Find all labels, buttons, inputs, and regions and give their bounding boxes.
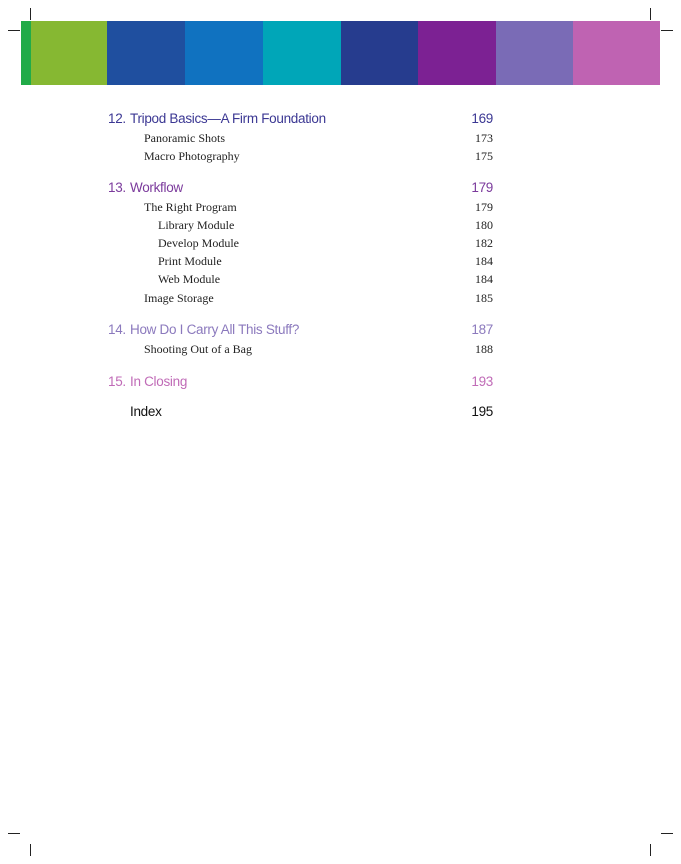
- crop-mark: [650, 844, 651, 856]
- section-title: Image Storage: [144, 291, 214, 305]
- color-swatch: [263, 21, 341, 85]
- page-number: 169: [471, 111, 493, 126]
- toc-subsection[interactable]: [0, 218, 681, 236]
- section-title: Macro Photography: [144, 149, 240, 163]
- toc-subsection[interactable]: [0, 254, 681, 272]
- color-swatch: [31, 21, 107, 85]
- page-number: 185: [475, 291, 493, 305]
- subsection-title: Develop Module: [158, 236, 239, 250]
- page-number: 180: [475, 218, 493, 232]
- index-title: Index: [130, 404, 162, 419]
- crop-mark: [661, 833, 673, 834]
- chapter-title: How Do I Carry All This Stuff?: [130, 322, 300, 337]
- toc-section[interactable]: [0, 131, 681, 149]
- subsection-title: Library Module: [158, 218, 235, 232]
- chapter-title: In Closing: [130, 374, 188, 389]
- toc-index[interactable]: [0, 404, 681, 422]
- toc-section[interactable]: [0, 200, 681, 218]
- chapter-title: Tripod Basics—A Firm Foundation: [130, 111, 326, 126]
- crop-mark: [661, 30, 673, 31]
- chapter-title: Workflow: [130, 180, 183, 195]
- toc-subsection[interactable]: [0, 236, 681, 254]
- color-swatch: [341, 21, 418, 85]
- color-swatch: [21, 21, 31, 85]
- crop-mark: [30, 8, 31, 20]
- toc-section[interactable]: [0, 149, 681, 167]
- toc-chapter-12[interactable]: [0, 111, 681, 129]
- chapter-number: 15.: [108, 374, 126, 389]
- color-swatch: [107, 21, 185, 85]
- chapter-number: 12.: [108, 111, 126, 126]
- toc-chapter-14[interactable]: [0, 322, 681, 340]
- crop-mark: [650, 8, 651, 20]
- page-number: 193: [471, 374, 493, 389]
- crop-mark: [8, 30, 20, 31]
- section-title: Shooting Out of a Bag: [144, 342, 252, 356]
- color-swatch: [418, 21, 496, 85]
- page-number: 184: [475, 254, 493, 268]
- section-title: The Right Program: [144, 200, 237, 214]
- color-band: [21, 21, 660, 85]
- page-number: 173: [475, 131, 493, 145]
- page-number: 182: [475, 236, 493, 250]
- chapter-number: 13.: [108, 180, 126, 195]
- page-number: 175: [475, 149, 493, 163]
- chapter-number: 14.: [108, 322, 126, 337]
- color-swatch: [573, 21, 660, 85]
- color-swatch: [496, 21, 573, 85]
- page-number: 184: [475, 272, 493, 286]
- page-number: 179: [471, 180, 493, 195]
- page-number: 179: [475, 200, 493, 214]
- page-number: 188: [475, 342, 493, 356]
- toc-chapter-13[interactable]: [0, 180, 681, 198]
- toc-section[interactable]: [0, 291, 681, 309]
- toc-subsection[interactable]: [0, 272, 681, 290]
- crop-mark: [30, 844, 31, 856]
- crop-mark: [8, 833, 20, 834]
- toc-section[interactable]: [0, 342, 681, 360]
- subsection-title: Web Module: [158, 272, 221, 286]
- subsection-title: Print Module: [158, 254, 222, 268]
- section-title: Panoramic Shots: [144, 131, 225, 145]
- color-swatch: [185, 21, 263, 85]
- page-number: 187: [471, 322, 493, 337]
- toc-chapter-15[interactable]: [0, 374, 681, 392]
- page-number: 195: [471, 404, 493, 419]
